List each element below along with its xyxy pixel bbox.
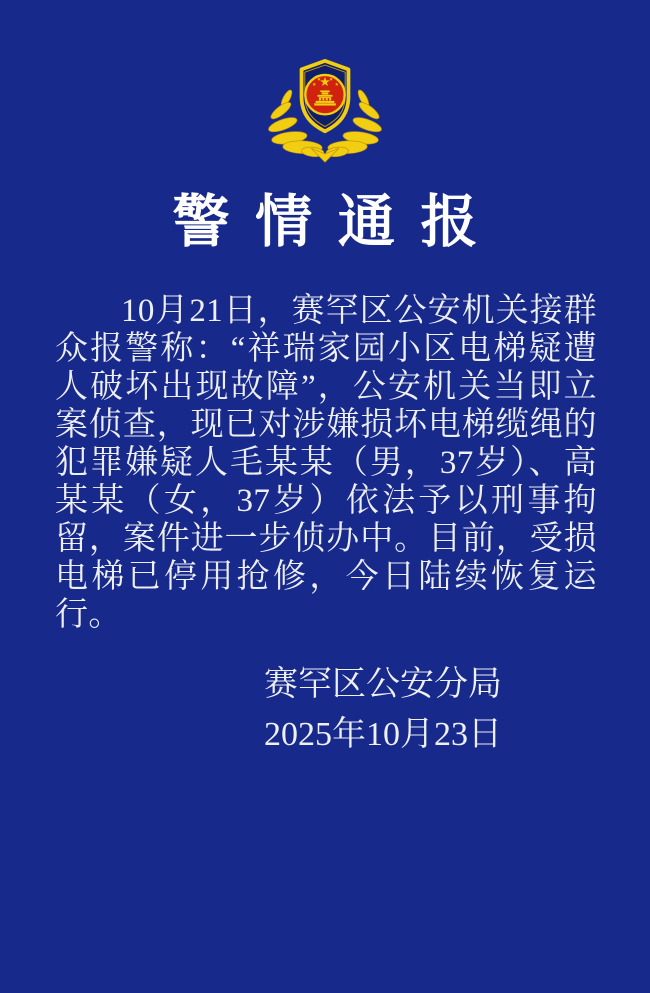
- signature-block: [58, 660, 650, 760]
- notice-date: 2025年10月23日: [264, 716, 502, 753]
- issuer-name: 赛罕区公安分局: [264, 666, 502, 703]
- notice-title: 警情通报: [172, 191, 504, 254]
- police-badge-svg: [264, 59, 386, 166]
- notice-body-paragraph: 10月21日，赛罕区公安机关接群众报警称：“祥瑞家园小区电梯疑遭人破坏出现故障”，公安机关当即立案侦查，现已对涉嫌损坏电梯缆绳的犯罪嫌疑人毛某某（男，37岁）、高某某（女，37岁）依法予以刑事拘留，案件进一步侦办中。目前，受损电梯已停用抢修，今日陆续恢复运行。: [55, 293, 597, 633]
- police-badge-icon: [264, 59, 386, 166]
